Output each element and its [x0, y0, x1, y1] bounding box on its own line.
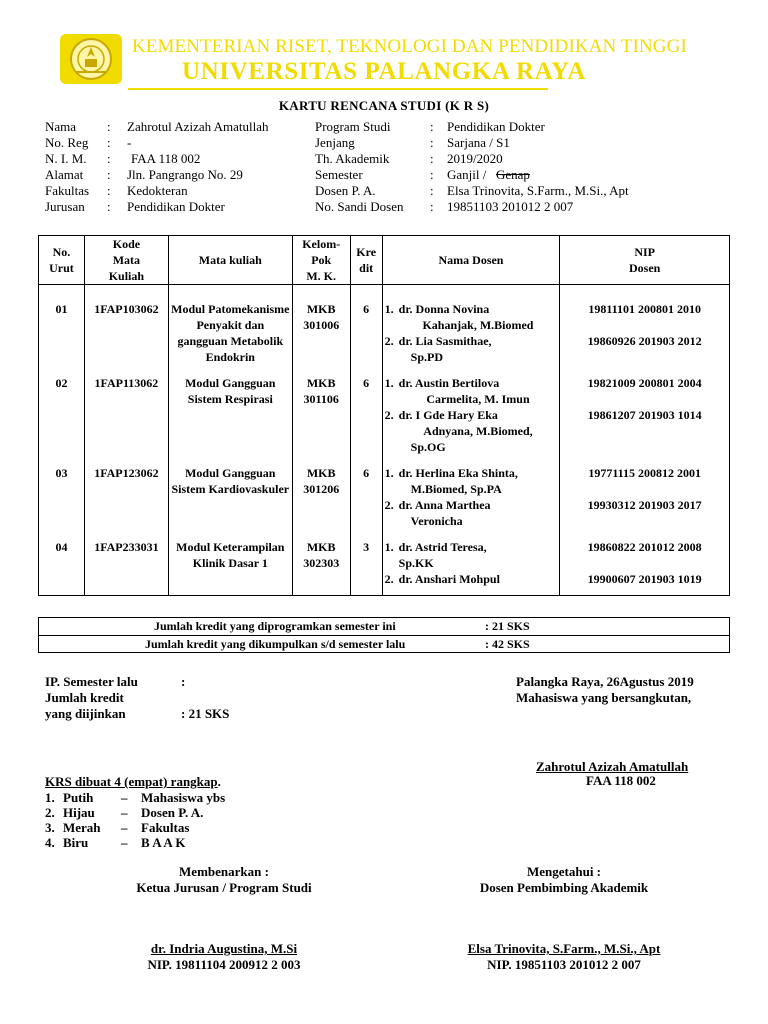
row-lecturers [382, 465, 560, 529]
ip-value: : [181, 674, 186, 689]
total-programmed-label: Jumlah kredit yang diprogramkan semester ini [154, 619, 396, 633]
ministry-name: KEMENTERIAN RISET, TEKNOLOGI DAN PENDIDIKAN TINGGI [132, 36, 687, 57]
row-group: MKB 301206 [292, 465, 350, 529]
address-value: Jln. Pangrango No. 29 [127, 167, 243, 182]
krs-table [38, 235, 730, 596]
student-name: Zahrotul Azizah Amatullah [127, 119, 269, 134]
row-lecturers [382, 301, 560, 365]
advisor-label: Dosen P. A. [315, 183, 376, 198]
advisor-code-label: No. Sandi Dosen [315, 199, 404, 214]
nim-label: N. I. M. [45, 151, 87, 166]
colon: : [430, 119, 434, 134]
nip-value: 19930312 201903 2017 [587, 498, 702, 512]
row-code: 1FAP113062 [84, 375, 168, 455]
row-course: Modul Patomekanisme Penyakit dan gangguan Metabolik Endokrin [168, 301, 292, 365]
info-row-6 [45, 199, 725, 215]
faculty-value: Kedokteran [127, 183, 188, 198]
row-credit: 6 [350, 465, 382, 529]
copies-title: KRS dibuat 4 (empat) rangkap. [45, 774, 221, 789]
total-programmed-row [39, 618, 729, 635]
row-no: 01 [39, 301, 85, 365]
table-header-row [39, 236, 730, 285]
total-collected-label: Jumlah kredit yang dikumpulkan s/d semester lalu [145, 637, 406, 651]
header-credit: Kre dit [350, 236, 382, 285]
list-item: 3. Merah – Fakultas [45, 820, 190, 835]
header-code: Kode Mata Kuliah [84, 236, 168, 285]
program-label: Program Studi [315, 119, 391, 134]
semester-label: Semester [315, 167, 363, 182]
right-sign-role: Dosen Pembimbing Akademik [479, 880, 649, 895]
row-course: Modul Gangguan Sistem Respirasi [168, 375, 292, 455]
colon: : [107, 183, 111, 198]
right-sign-label: Mengetahui : [526, 864, 602, 879]
row-code: 1FAP103062 [84, 301, 168, 365]
credit-allowed-value: : 21 SKS [181, 706, 230, 721]
reg-value: - [127, 135, 132, 150]
row-no: 04 [39, 539, 85, 596]
total-collected-value: : 42 SKS [485, 637, 530, 651]
advisor-code-value: 19851103 201012 2 007 [447, 199, 574, 214]
left-sign-role: Ketua Jurusan / Program Studi [136, 880, 312, 895]
row-code: 1FAP123062 [84, 465, 168, 529]
row-nips [560, 465, 730, 529]
row-course: Modul Keterampilan Klinik Dasar 1 [168, 539, 292, 596]
department-value: Pendidikan Dokter [127, 199, 225, 214]
ip-label: IP. Semester lalu [45, 674, 138, 689]
document-title: KARTU RENCANA STUDI (K R S) [278, 98, 490, 113]
header-nip: NIP Dosen [560, 236, 730, 285]
row-code: 1FAP233031 [84, 539, 168, 596]
nip-value: 19861207 201903 1014 [587, 408, 702, 422]
place-date: Palangka Raya, 26Agustus 2019 [516, 674, 694, 689]
list-item: 2. Hijau – Dosen P. A. [45, 805, 204, 820]
nip-value: 19771115 200812 2001 [588, 466, 701, 480]
row-course: Modul Gangguan Sistem Kardiovaskuler [168, 465, 292, 529]
semester-value: Ganjil / [447, 167, 487, 182]
student-sign-name: Zahrotul Azizah Amatullah [536, 759, 689, 774]
level-label: Jenjang [315, 135, 355, 150]
colon: : [430, 135, 434, 150]
row-credit: 6 [350, 301, 382, 365]
credit-label-2: yang diijinkan [45, 706, 126, 721]
nip-value: 19860822 201012 2008 [587, 540, 702, 554]
left-sign-nip: NIP. 19811104 200912 2 003 [147, 957, 301, 972]
colon: : [107, 151, 111, 166]
reg-label: No. Reg [45, 135, 89, 150]
nip-value: 19821009 200801 2004 [587, 376, 702, 390]
info-row-2 [45, 135, 725, 151]
colon: : [430, 151, 434, 166]
lecturer-item: 1. dr. Austin Bertilova Carmelita, M. Imun [384, 376, 530, 406]
semester-struck: Genap [496, 167, 530, 182]
university-name: UNIVERSITAS PALANGKA RAYA [182, 58, 586, 85]
info-row-4 [45, 167, 725, 183]
advisor-value: Elsa Trinovita, S.Farm., M.Si., Apt [447, 183, 629, 198]
row-nips [560, 375, 730, 455]
table-row [39, 301, 730, 365]
row-lecturers [382, 375, 560, 455]
lecturer-item: 2. dr. Lia Sasmithae, Sp.PD [384, 334, 492, 364]
faculty-label: Fakultas [45, 183, 90, 198]
header-lecturer: Nama Dosen [382, 236, 560, 285]
colon: : [107, 167, 111, 182]
name-label: Nama [45, 119, 77, 134]
table-row [39, 375, 730, 455]
department-label: Jurusan [45, 199, 85, 214]
nip-value: 19900607 201903 1019 [587, 572, 702, 586]
lecturer-item: 2. dr. Anshari Mohpul [384, 572, 500, 586]
header-no: No. Urut [39, 236, 85, 285]
lecturer-item: 1. dr. Herlina Eka Shinta, M.Biomed, Sp.PA [384, 466, 518, 496]
student-sign-label: Mahasiswa yang bersangkutan, [516, 690, 692, 705]
header-course: Mata kuliah [168, 236, 292, 285]
colon: : [430, 199, 434, 214]
left-sign-name: dr. Indria Augustina, M.Si [150, 941, 298, 956]
year-value: 2019/2020 [447, 151, 503, 166]
row-nips [560, 301, 730, 365]
header-underline [128, 88, 548, 90]
nim-value: FAA 118 002 [131, 151, 201, 166]
left-sign-label: Membenarkan : [179, 864, 269, 879]
nip-value: 19811101 200801 2010 [588, 302, 701, 316]
right-sign-name: Elsa Trinovita, S.Farm., M.Si., Apt [467, 941, 661, 956]
colon: : [107, 135, 111, 150]
level-value: Sarjana / S1 [447, 135, 510, 150]
row-group: MKB 302303 [292, 539, 350, 596]
row-credit: 6 [350, 375, 382, 455]
student-sign-nim: FAA 118 002 [586, 773, 656, 788]
info-row-3 [45, 151, 725, 167]
row-group: MKB 301106 [292, 375, 350, 455]
table-row [39, 465, 730, 529]
total-collected-row [39, 635, 729, 653]
row-no: 03 [39, 465, 85, 529]
lecturer-item: 1. dr. Donna Novina Kahanjak, M.Biomed [384, 302, 534, 332]
header-group: Kelom- Pok M. K. [292, 236, 350, 285]
year-label: Th. Akademik [315, 151, 390, 166]
nip-value: 19860926 201903 2012 [587, 334, 702, 348]
row-group: MKB 301006 [292, 301, 350, 365]
credit-totals [38, 617, 730, 653]
row-credit: 3 [350, 539, 382, 596]
address-label: Alamat [45, 167, 84, 182]
colon: : [107, 119, 111, 134]
total-programmed-value: : 21 SKS [485, 619, 530, 633]
row-lecturers [382, 539, 560, 596]
colon: : [107, 199, 111, 214]
list-item: 4. Biru – B A A K [45, 835, 186, 850]
lecturer-item: 1. dr. Astrid Teresa, Sp.KK [384, 540, 487, 570]
table-row [39, 539, 730, 596]
row-nips [560, 539, 730, 596]
info-row-1 [45, 119, 725, 135]
row-no: 02 [39, 375, 85, 455]
university-seal-icon [56, 32, 126, 86]
credit-label-1: Jumlah kredit [45, 690, 124, 705]
right-sign-nip: NIP. 19851103 201012 2 007 [487, 957, 641, 972]
list-item: 1. Putih – Mahasiswa ybs [45, 790, 226, 805]
lecturer-item: 2. dr. Anna Marthea Veronicha [384, 498, 491, 528]
colon: : [430, 183, 434, 198]
lecturer-item: 2. dr. I Gde Hary Eka Adnyana, M.Biomed, Sp.OG [384, 408, 533, 454]
info-row-5 [45, 183, 725, 199]
program-value: Pendidikan Dokter [447, 119, 545, 134]
colon: : [430, 167, 434, 182]
